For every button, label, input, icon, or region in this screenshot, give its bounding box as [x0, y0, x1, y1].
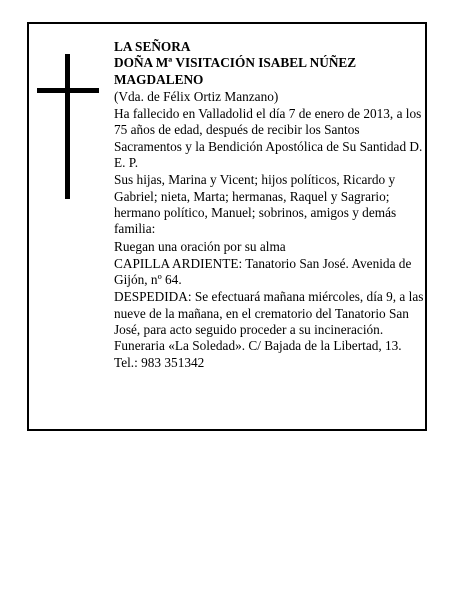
notice-text [114, 39, 424, 371]
widow-of: (Vda. de Félix Ortiz Manzano) [114, 88, 279, 104]
family-paragraph: Sus hijas, Marina y Vicent; hijos políticos, Ricardo y Gabriel; nieta, Marta; hermanas, Raquel y Sagrario; hermano político, Manuel; sobrinos, amigos y demás familia: [114, 172, 397, 237]
prayer-request: Ruegan una oración por su alma [114, 238, 286, 254]
chapel-paragraph: CAPILLA ARDIENTE: Tanatorio San José. Avenida de Gijón, nº 64. [114, 255, 412, 288]
cross-horizontal-bar [37, 88, 99, 93]
funeral-home: Funeraria «La Soledad». C/ Bajada de la Libertad, 13. [114, 338, 402, 354]
cross-icon [37, 54, 99, 199]
phone-number: Tel.: 983 351342 [114, 354, 205, 370]
death-paragraph: Ha fallecido en Valladolid el día 7 de enero de 2013, a los 75 años de edad, después de recibir los Santos Sacramentos y la Bendición Apostólica de Su Santidad D. E. P. [114, 106, 423, 171]
cross-vertical-bar [65, 54, 70, 199]
deceased-name: DOÑA Mª VISITACIÓN ISABEL NÚÑEZ MAGDALENO [114, 55, 357, 87]
obituary-notice [27, 22, 427, 431]
notice-title-line-1: LA SEÑORA [114, 39, 191, 54]
farewell-paragraph: DESPEDIDA: Se efectuará mañana miércoles, día 9, a las nueve de la mañana, en el crematorio del Tanatorio San José, para acto seguido proceder a su incineración. [114, 289, 424, 338]
